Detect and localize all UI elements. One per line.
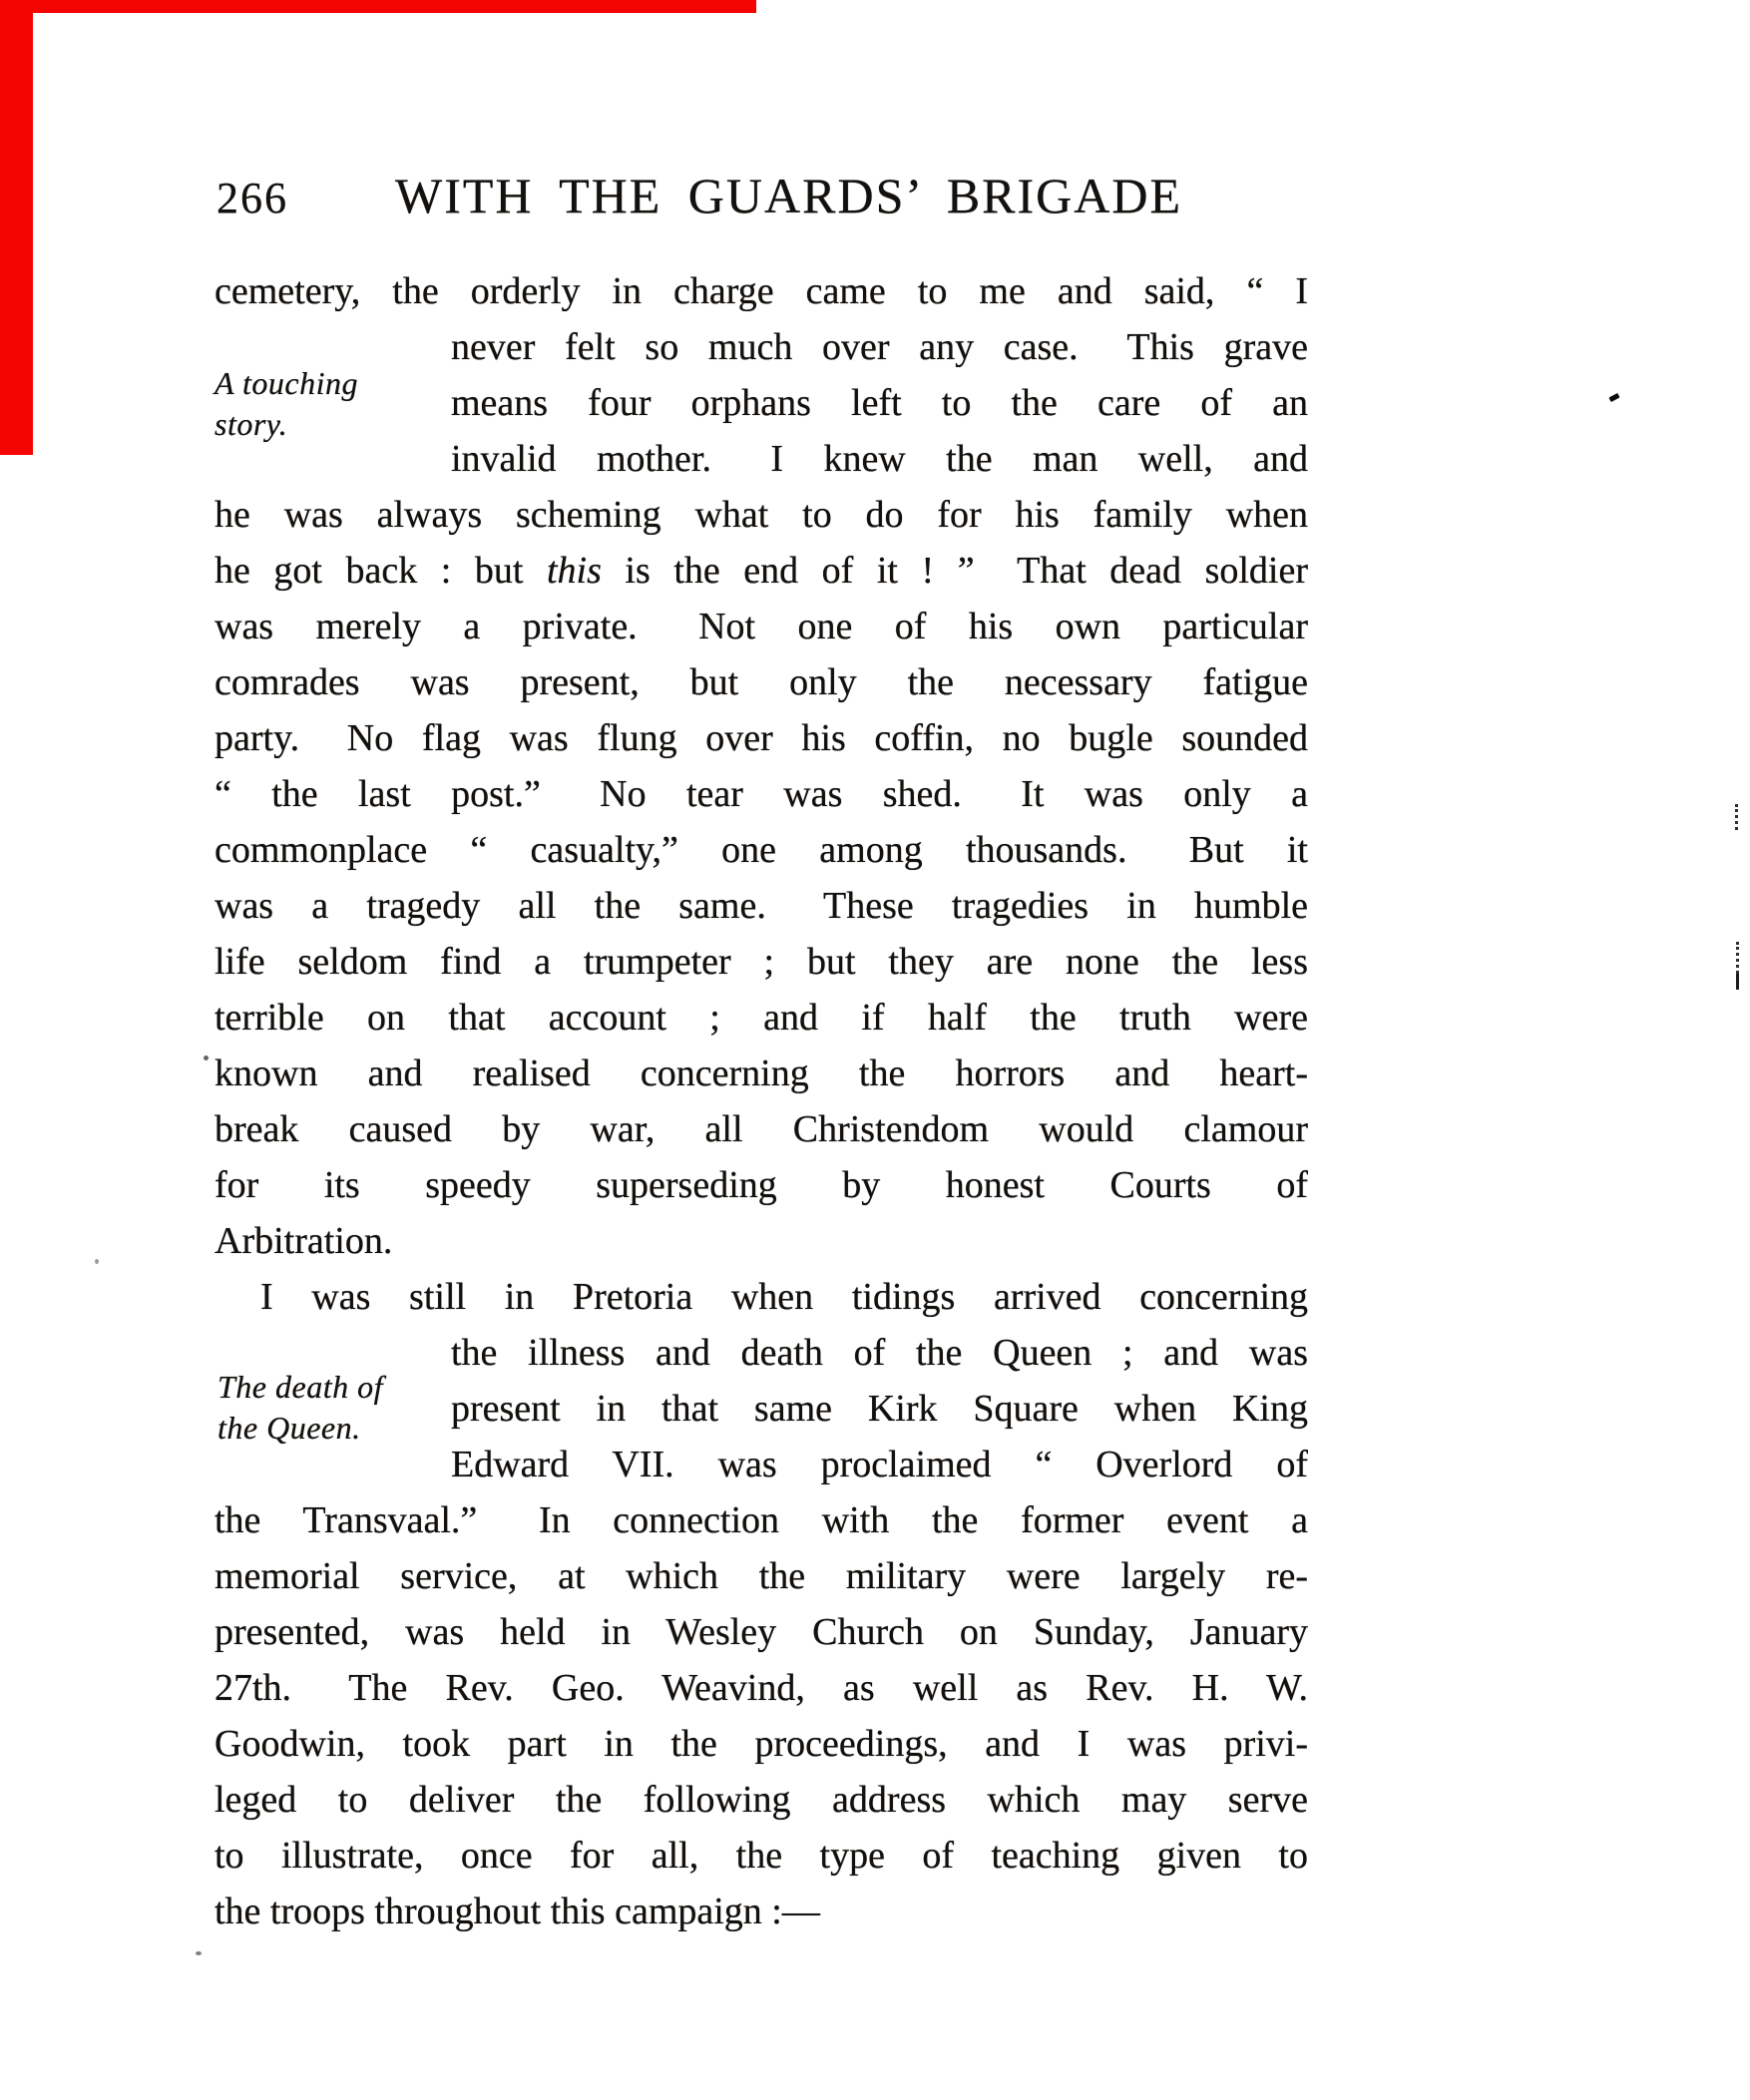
text-line: [215, 766, 1308, 822]
text-segment: is the end of it ! ” That dead soldier: [601, 550, 1308, 592]
text-segment: life seldom find a trumpeter ; but they are none the less: [215, 941, 1308, 983]
text-segment: Edward VII. was proclaimed “ Overlord of: [451, 1444, 1308, 1485]
text-line: [215, 263, 1308, 319]
text-line: [215, 1101, 1308, 1157]
text-segment: 27th. The Rev. Geo. Weavind, as well as Rev. H. W.: [215, 1667, 1308, 1709]
text-segment: memorial service, at which the military were largely re-: [215, 1555, 1308, 1597]
page-edge-dotted-mark-2: [1736, 942, 1739, 974]
ink-speck-2: [196, 1951, 202, 1955]
text-line: [215, 487, 1308, 543]
text-segment: comrades was present, but only the necessary fatigue: [215, 661, 1308, 703]
text-segment: known and realised concerning the horrors and heart-: [215, 1052, 1308, 1094]
text-segment: for its speedy superseding by honest Courts of: [215, 1164, 1308, 1206]
text-segment: “ the last post.” No tear was shed. It was only a: [215, 773, 1308, 815]
margin-note-line: The death of: [218, 1369, 383, 1405]
text-segment: he got back : but: [215, 550, 547, 592]
margin-note-line: A touching: [215, 365, 358, 401]
text-segment: means four orphans left to the care of an: [451, 382, 1308, 424]
page-edge-dotted-mark-1: [1735, 804, 1738, 830]
scan-artifact-red-left-bar: [0, 0, 33, 455]
text-line: [215, 1660, 1308, 1716]
text-line: [215, 990, 1308, 1046]
text-segment: was a tragedy all the same. These tragedies in humble: [215, 885, 1308, 927]
text-segment: the illness and death of the Queen ; and was: [451, 1332, 1308, 1374]
text-segment: I was still in Pretoria when tidings arrived concerning: [260, 1276, 1308, 1318]
text-line: [215, 1604, 1308, 1660]
text-line: [215, 319, 1308, 375]
margin-tick-mark: [1608, 393, 1619, 402]
text-line: [215, 1772, 1308, 1828]
margin-note-line: the Queen.: [218, 1410, 361, 1446]
margin-note-line: story.: [215, 406, 288, 442]
page-number: 266: [217, 174, 288, 222]
scan-artifact-red-top-bar: [0, 0, 756, 13]
ink-speck-3: [95, 1259, 99, 1264]
text-line: [215, 1157, 1308, 1213]
text-line: [215, 1381, 1308, 1437]
ink-speck-1: [204, 1055, 209, 1060]
text-segment: party. No flag was flung over his coffin, no bugle sounded: [215, 717, 1308, 759]
text-segment: never felt so much over any case. This grave: [451, 326, 1308, 368]
text-line: [215, 431, 1308, 487]
text-line: [215, 543, 1308, 599]
text-line: [215, 710, 1308, 766]
text-segment: break caused by war, all Christendom would clamour: [215, 1108, 1308, 1150]
text-segment: invalid mother. I knew the man well, and: [451, 438, 1308, 480]
page-title: WITH THE GUARDS’ BRIGADE: [395, 168, 1183, 223]
text-segment: presented, was held in Wesley Church on Sunday, January: [215, 1611, 1308, 1653]
text-segment: terrible on that account ; and if half the truth were: [215, 997, 1308, 1039]
text-segment: to illustrate, once for all, the type of teaching given to: [215, 1835, 1308, 1877]
text-line: [215, 1325, 1308, 1381]
text-segment: was merely a private. Not one of his own particular: [215, 606, 1308, 647]
text-line: [215, 375, 1308, 431]
text-segment: present in that same Kirk Square when King: [451, 1388, 1308, 1430]
text-segment: he was always scheming what to do for his family when: [215, 494, 1308, 536]
text-segment: commonplace “ casualty,” one among thousands. But it: [215, 829, 1308, 871]
text-line: [215, 1492, 1308, 1548]
text-line: [215, 1046, 1308, 1101]
text-segment: the troops throughout this campaign :—: [215, 1890, 820, 1932]
text-line: [215, 822, 1308, 878]
text-line: [215, 654, 1308, 710]
text-segment: Arbitration.: [215, 1220, 393, 1262]
text-segment: this: [546, 550, 602, 592]
text-segment: the Transvaal.” In connection with the former event a: [215, 1499, 1308, 1541]
text-line: [215, 1269, 1308, 1325]
text-line: [215, 599, 1308, 654]
text-line: [215, 934, 1308, 990]
text-line: [215, 1716, 1308, 1772]
text-line: [215, 1213, 1308, 1269]
text-segment: leged to deliver the following address which may serve: [215, 1779, 1308, 1821]
body-text: [215, 263, 1308, 1939]
page-edge-solid-mark: [1736, 974, 1739, 990]
text-line: [215, 1437, 1308, 1492]
text-line: [215, 1548, 1308, 1604]
text-segment: cemetery, the orderly in charge came to me and said, “ I: [215, 270, 1308, 312]
text-line: [215, 878, 1308, 934]
text-line: [215, 1884, 1308, 1939]
text-line: [215, 1828, 1308, 1884]
text-segment: Goodwin, took part in the proceedings, and I was privi-: [215, 1723, 1308, 1765]
